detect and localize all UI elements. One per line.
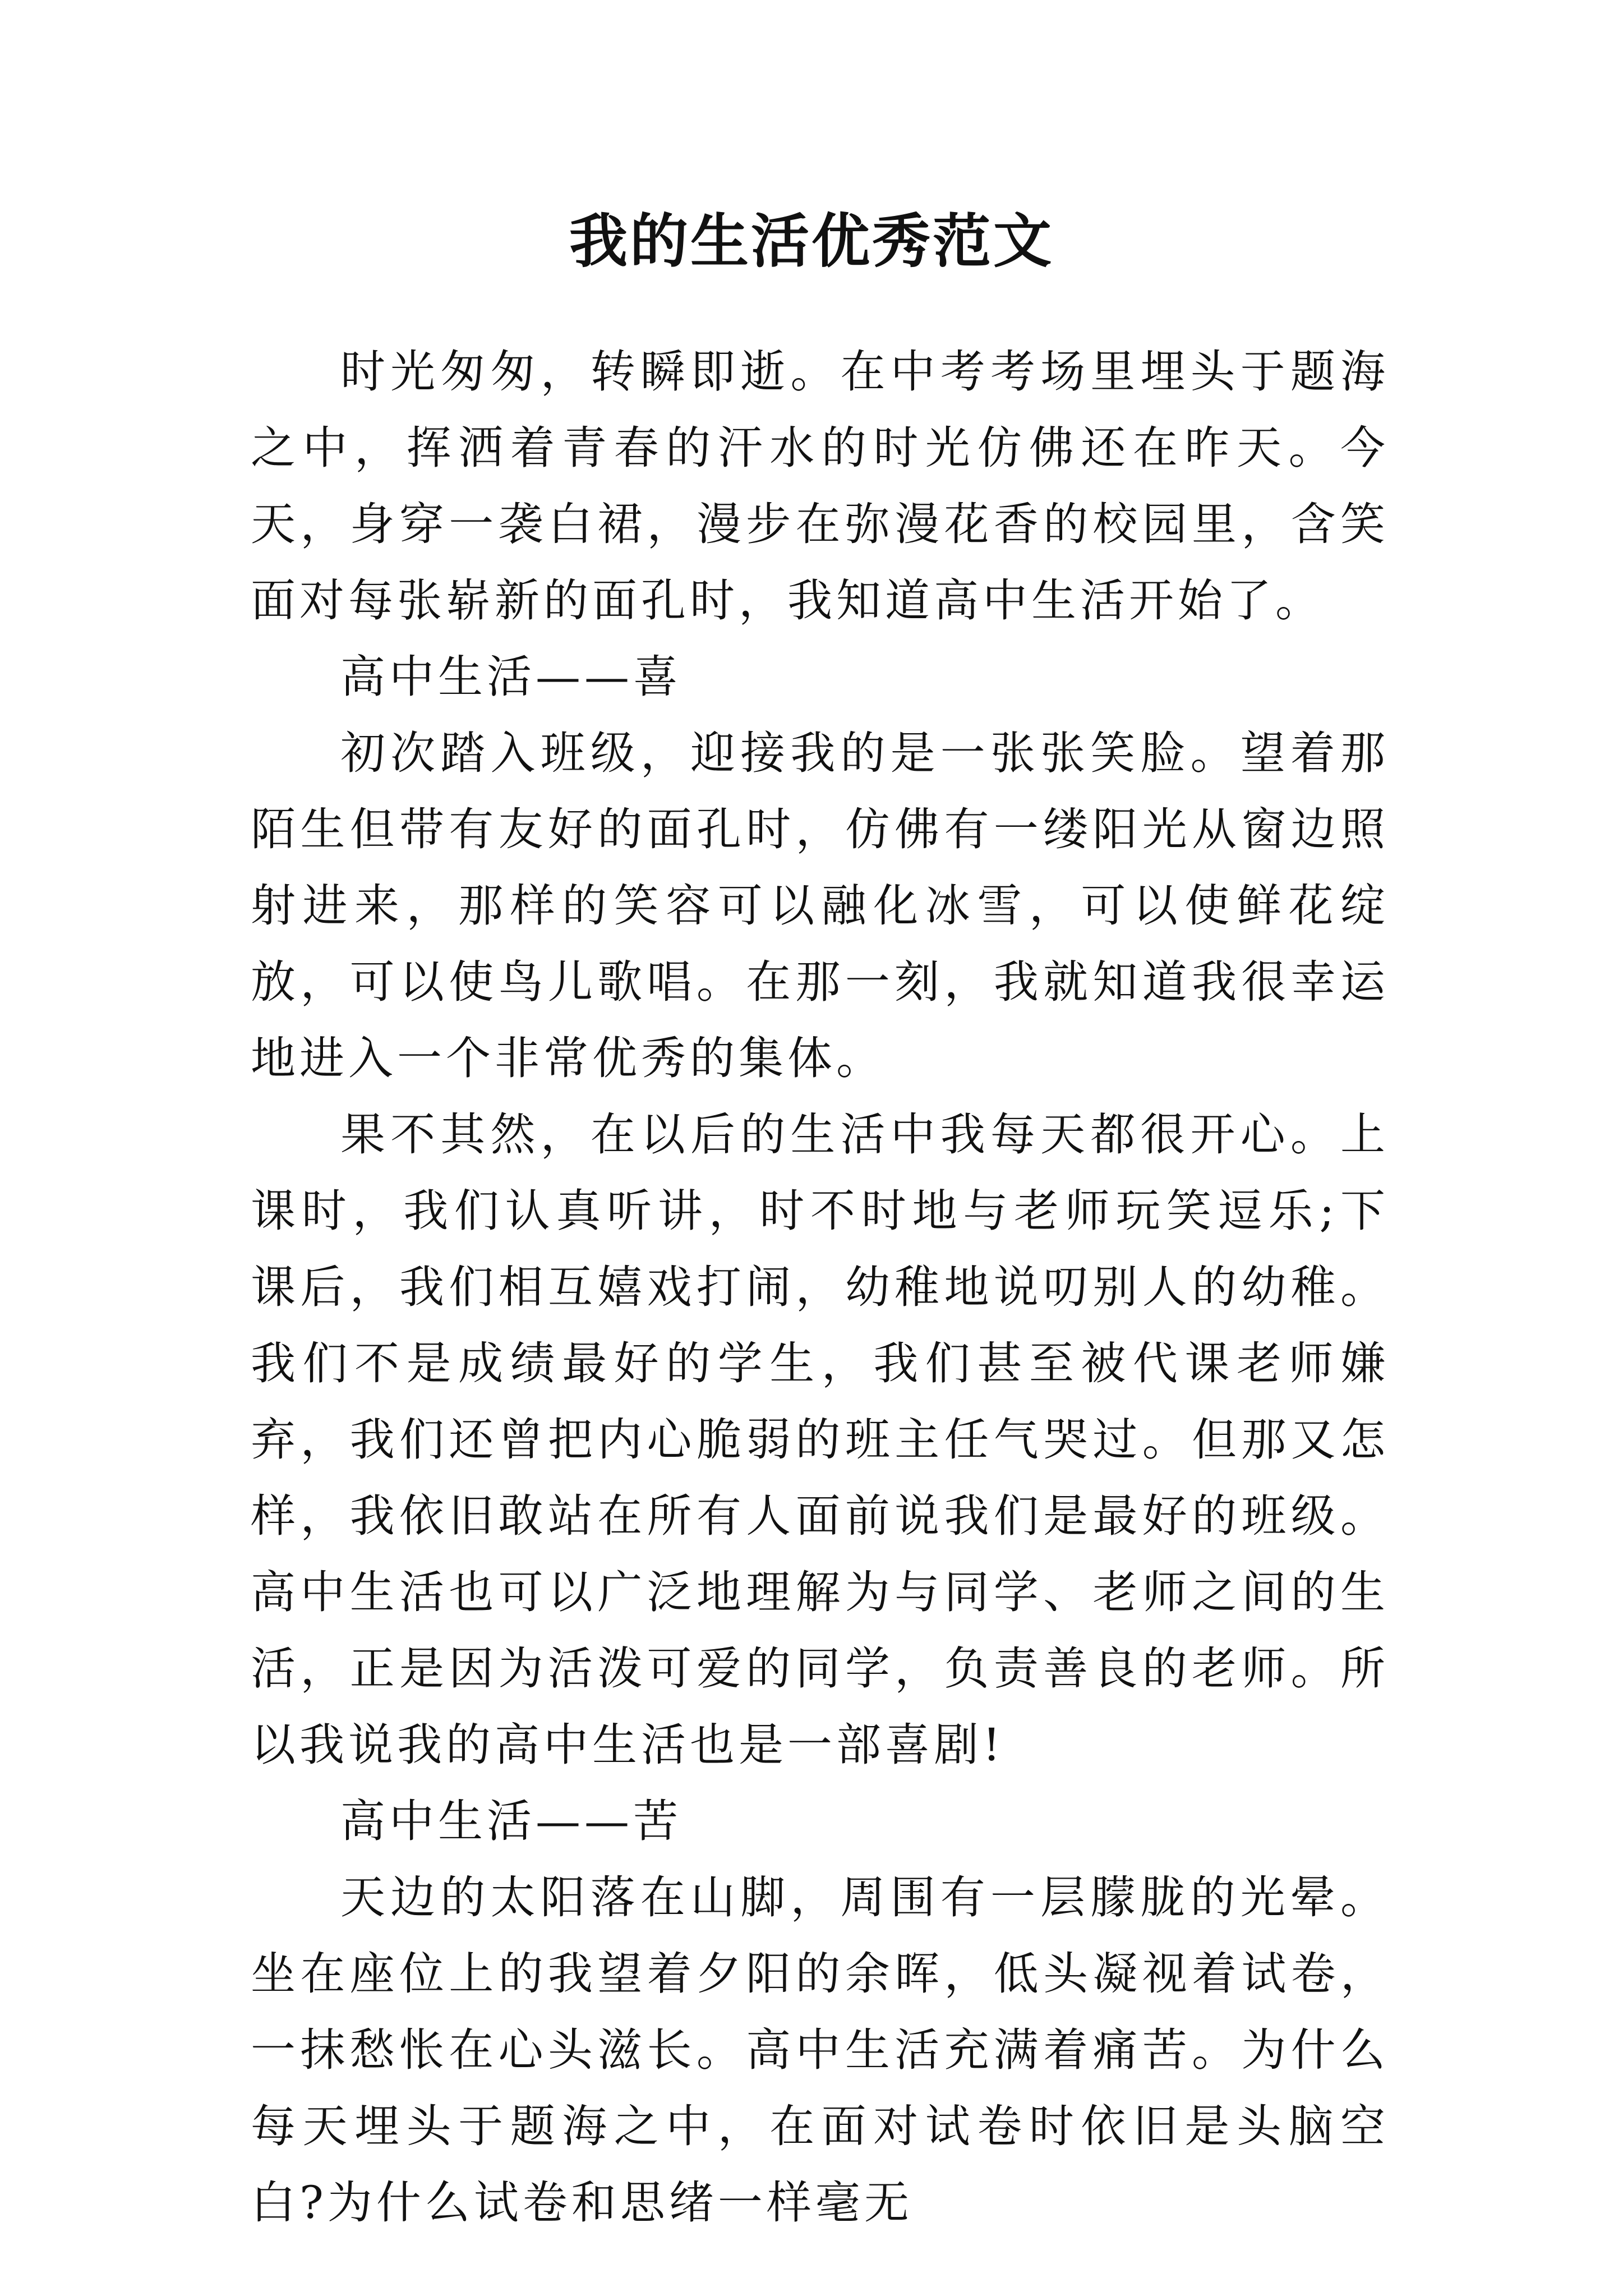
paragraph-first-day: 初次踏入班级，迎接我的是一张张笑脸。望着那陌生但带有友好的面孔时，仿佛有一缕阳光从窗边照射进来，那样的笑容可以融化冰雪，可以使鲜花绽放，可以使鸟儿歌唱。在那一刻，我就知道我很幸运地进入一个非常优秀的集体。 — [251, 727, 1389, 1084]
section-heading-bitter: 高中生活——苦 — [340, 1795, 682, 1847]
section-heading-joy: 高中生活——喜 — [340, 651, 682, 703]
paragraph-intro: 时光匆匆，转瞬即逝。在中考考场里埋头于题海之中，挥洒着青春的汗水的时光仿佛还在昨天。今天，身穿一袭白裙，漫步在弥漫花香的校园里，含笑面对每张崭新的面孔时，我知道高中生活开始了。 — [251, 346, 1389, 627]
document-body — [251, 334, 1389, 2241]
document-title: 我的生活优秀范文 — [569, 206, 1054, 275]
paragraph-class-life: 果不其然，在以后的生活中我每天都很开心。上课时，我们认真听讲，时不时地与老师玩笑逗乐;下课后，我们相互嬉戏打闹，幼稚地说叨别人的幼稚。我们不是成绩最好的学生，我们甚至被代课老师嫌弃，我们还曾把内心脆弱的班主任气哭过。但那又怎样，我依旧敢站在所有人面前说我们是最好的班级。高中生活也可以广泛地理解为与同学、老师之间的生活，正是因为活泼可爱的同学，负责善良的老师。所以我说我的高中生活也是一部喜剧! — [251, 1108, 1389, 1771]
paragraph-sunset: 天边的太阳落在山脚，周围有一层朦胧的光晕。坐在座位上的我望着夕阳的余晖，低头凝视着试卷，一抹愁怅在心头滋长。高中生活充满着痛苦。为什么每天埋头于题海之中，在面对试卷时依旧是头脑空白?为什么试卷和思绪一样毫无 — [251, 1871, 1389, 2229]
